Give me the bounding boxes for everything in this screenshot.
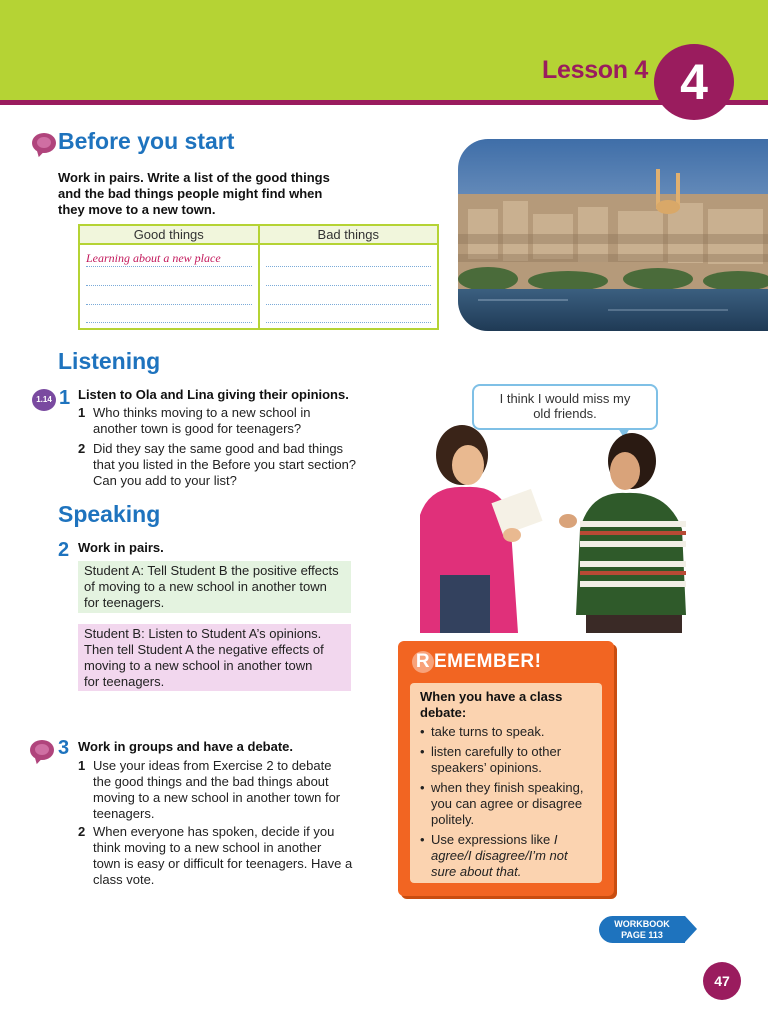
speech-bubble: I think I would miss my old friends. — [472, 384, 658, 430]
remember-list — [420, 724, 592, 880]
listening-item-1: 1 Who thinks moving to a new school in another town is good for teenagers? — [78, 405, 311, 436]
speaking-instruction: Work in pairs. — [78, 540, 164, 555]
good-bad-table — [78, 224, 439, 330]
section-title-listening: Listening — [58, 348, 161, 374]
writing-line — [266, 322, 432, 323]
student-b-box: Student B: Listen to Student A’s opinions. Then tell Student A the negative effects of moving to a new school in another town for teenagers. — [78, 624, 351, 691]
remember-bullet: • listen carefully to other speakers’ opinions. — [420, 744, 592, 776]
remember-title: R EMEMBER! — [412, 651, 541, 673]
speech-bubble-icon — [32, 133, 56, 153]
lesson-number-badge: 4 — [654, 44, 734, 120]
writing-line — [86, 285, 252, 286]
speech-bubble-icon — [30, 740, 54, 760]
city-river-photo — [458, 139, 768, 331]
remember-bullet: • take turns to speak. — [420, 724, 592, 740]
workbook-link[interactable]: WORKBOOK PAGE 113 — [599, 916, 685, 943]
good-things-example-entry: Learning about a new place — [86, 251, 221, 265]
writing-line — [266, 304, 432, 305]
before-you-start-instruction: Work in pairs. Write a list of the good things and the bad things people might find when they move to a new town. — [58, 170, 330, 217]
city-river-illustration — [458, 139, 768, 331]
listening-instruction: Listen to Ola and Lina giving their opinions. — [78, 387, 349, 402]
good-things-header: Good things — [80, 226, 258, 245]
exercise-number-1: 1 — [59, 387, 71, 409]
bad-things-header: Bad things — [260, 226, 438, 245]
header-band — [0, 0, 768, 100]
section-title-speaking: Speaking — [58, 501, 161, 527]
writing-line — [266, 285, 432, 286]
remember-heading: When you have a class debate: — [420, 689, 563, 720]
listening-item-2: 2 Did they say the same good and bad things that you listed in the Before you start section? Can you add to your list? — [78, 441, 357, 488]
remember-bullet: • when they finish speaking, you can agree or disagree politely. — [420, 780, 592, 828]
remember-box — [398, 641, 614, 896]
writing-line — [86, 304, 252, 305]
debate-instruction: Work in groups and have a debate. — [78, 739, 294, 754]
section-title-before-you-start: Before you start — [58, 128, 235, 154]
student-a-box: Student A: Tell Student B the positive effects of moving to a new school in another town for teenagers. — [78, 561, 351, 613]
exercise-number-2: 2 — [58, 539, 70, 561]
writing-line — [86, 322, 252, 323]
remember-bullet: • Use expressions like I agree/I disagree/I’m not sure about that. — [420, 832, 592, 880]
page-number: 47 — [703, 962, 741, 1000]
header-rule — [0, 100, 768, 105]
writing-line — [266, 266, 432, 267]
two-girls-photo — [400, 425, 710, 633]
lesson-label: Lesson 4 — [542, 56, 648, 84]
good-things-column — [80, 226, 258, 328]
exercise-number-3: 3 — [58, 737, 70, 759]
debate-item-2: 2 When everyone has spoken, decide if you think moving to a new school in another town is easy or difficult for teenagers. Have a class vote. — [78, 824, 353, 887]
audio-track-icon[interactable]: 1.14 — [32, 389, 56, 411]
remember-content — [410, 683, 602, 883]
bad-things-column — [258, 226, 438, 328]
debate-item-1: 1 Use your ideas from Exercise 2 to debate the good things and the bad things about moving to a new school in another town for teenagers. — [78, 758, 341, 821]
writing-line — [86, 266, 252, 267]
